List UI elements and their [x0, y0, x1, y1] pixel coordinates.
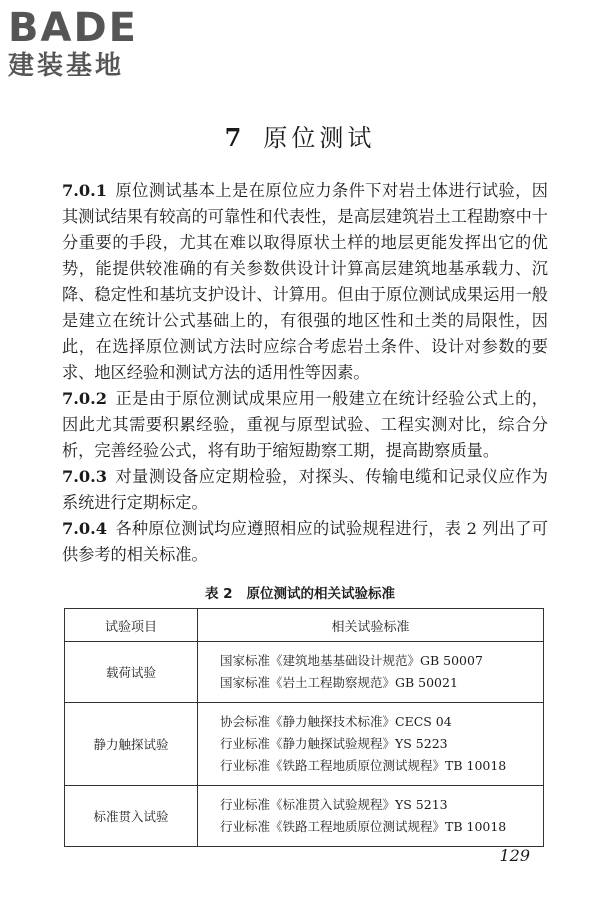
standard-entry: 国家标准《建筑地基基础设计规范》GB 50007	[220, 653, 483, 668]
standards-cell	[198, 786, 544, 847]
header-test-item: 试验项目	[65, 609, 198, 642]
test-item-cell: 载荷试验	[65, 642, 198, 703]
logo-subtitle: 建装基地	[8, 51, 125, 81]
standard-entry: 行业标准《铁路工程地质原位测试规程》TB 10018	[220, 758, 507, 773]
paragraph-7-0-1	[62, 178, 548, 386]
clause-number: 7.0.1	[62, 181, 108, 200]
paragraph-text: 各种原位测试均应遵照相应的试验规程进行，表 2 列出了可供参考的相关标准。	[62, 519, 548, 564]
paragraph-text: 正是由于原位测试成果应用一般建立在统计经验公式上的，因此尤其需要积累经验，重视与原型试验、工程实测对比，综合分析，完善经验公式，将有助于缩短勘察工期，提高勘察质量。	[62, 389, 548, 460]
chapter-title-text: 原位测试	[263, 124, 376, 152]
bade-logo	[8, 6, 178, 82]
table-caption-number: 表 2	[204, 586, 233, 602]
body-text	[62, 178, 548, 568]
clause-number: 7.0.4	[62, 519, 108, 538]
clause-number: 7.0.3	[62, 467, 108, 486]
standards-cell	[198, 642, 544, 703]
test-item-cell: 静力触探试验	[65, 703, 198, 786]
table-row	[65, 703, 544, 786]
standard-entry: 行业标准《静力触探试验规程》YS 5223	[220, 736, 448, 751]
paragraph-text: 原位测试基本上是在原位应力条件下对岩土体进行试验，因其测试结果有较高的可靠性和代表性，是高层建筑岩土工程勘察中十分重要的手段，尤其在难以取得原状土样的地层更能发挥出它的优势，能提供较准确的有关参数供设计计算高层建筑地基承载力、沉降、稳定性和基坑支护设计、计算用。但由于原位测试成果运用一般是建立在统计公式基础上的，有很强的地区性和土类的局限性，因此，在选择原位测试方法时应综合考虑岩土条件、设计对参数的要求、地区经验和测试方法的适用性等因素。	[62, 181, 548, 382]
standards-cell	[198, 703, 544, 786]
table-row	[65, 786, 544, 847]
page-number: 129	[499, 846, 530, 865]
chapter-title	[0, 118, 600, 153]
header-standards: 相关试验标准	[198, 609, 544, 642]
standard-entry: 行业标准《标准贯入试验规程》YS 5213	[220, 797, 448, 812]
table-caption	[0, 582, 600, 602]
paragraph-7-0-4	[62, 516, 548, 568]
standards-table	[64, 608, 544, 847]
chapter-number: 7	[224, 123, 246, 152]
logo-wordmark: BADE	[8, 5, 138, 51]
standard-entry: 行业标准《铁路工程地质原位测试规程》TB 10018	[220, 819, 507, 834]
clause-number: 7.0.2	[62, 389, 108, 408]
table-row	[65, 642, 544, 703]
paragraph-text: 对量测设备应定期检验，对探头、传输电缆和记录仪应作为系统进行定期标定。	[62, 467, 548, 512]
table-header-row	[65, 609, 544, 642]
standard-entry: 国家标准《岩土工程勘察规范》GB 50021	[220, 675, 458, 690]
paragraph-7-0-3	[62, 464, 548, 516]
paragraph-7-0-2	[62, 386, 548, 464]
table-caption-title: 原位测试的相关试验标准	[246, 586, 396, 602]
standard-entry: 协会标准《静力触探技术标准》CECS 04	[220, 714, 452, 729]
test-item-cell: 标准贯入试验	[65, 786, 198, 847]
